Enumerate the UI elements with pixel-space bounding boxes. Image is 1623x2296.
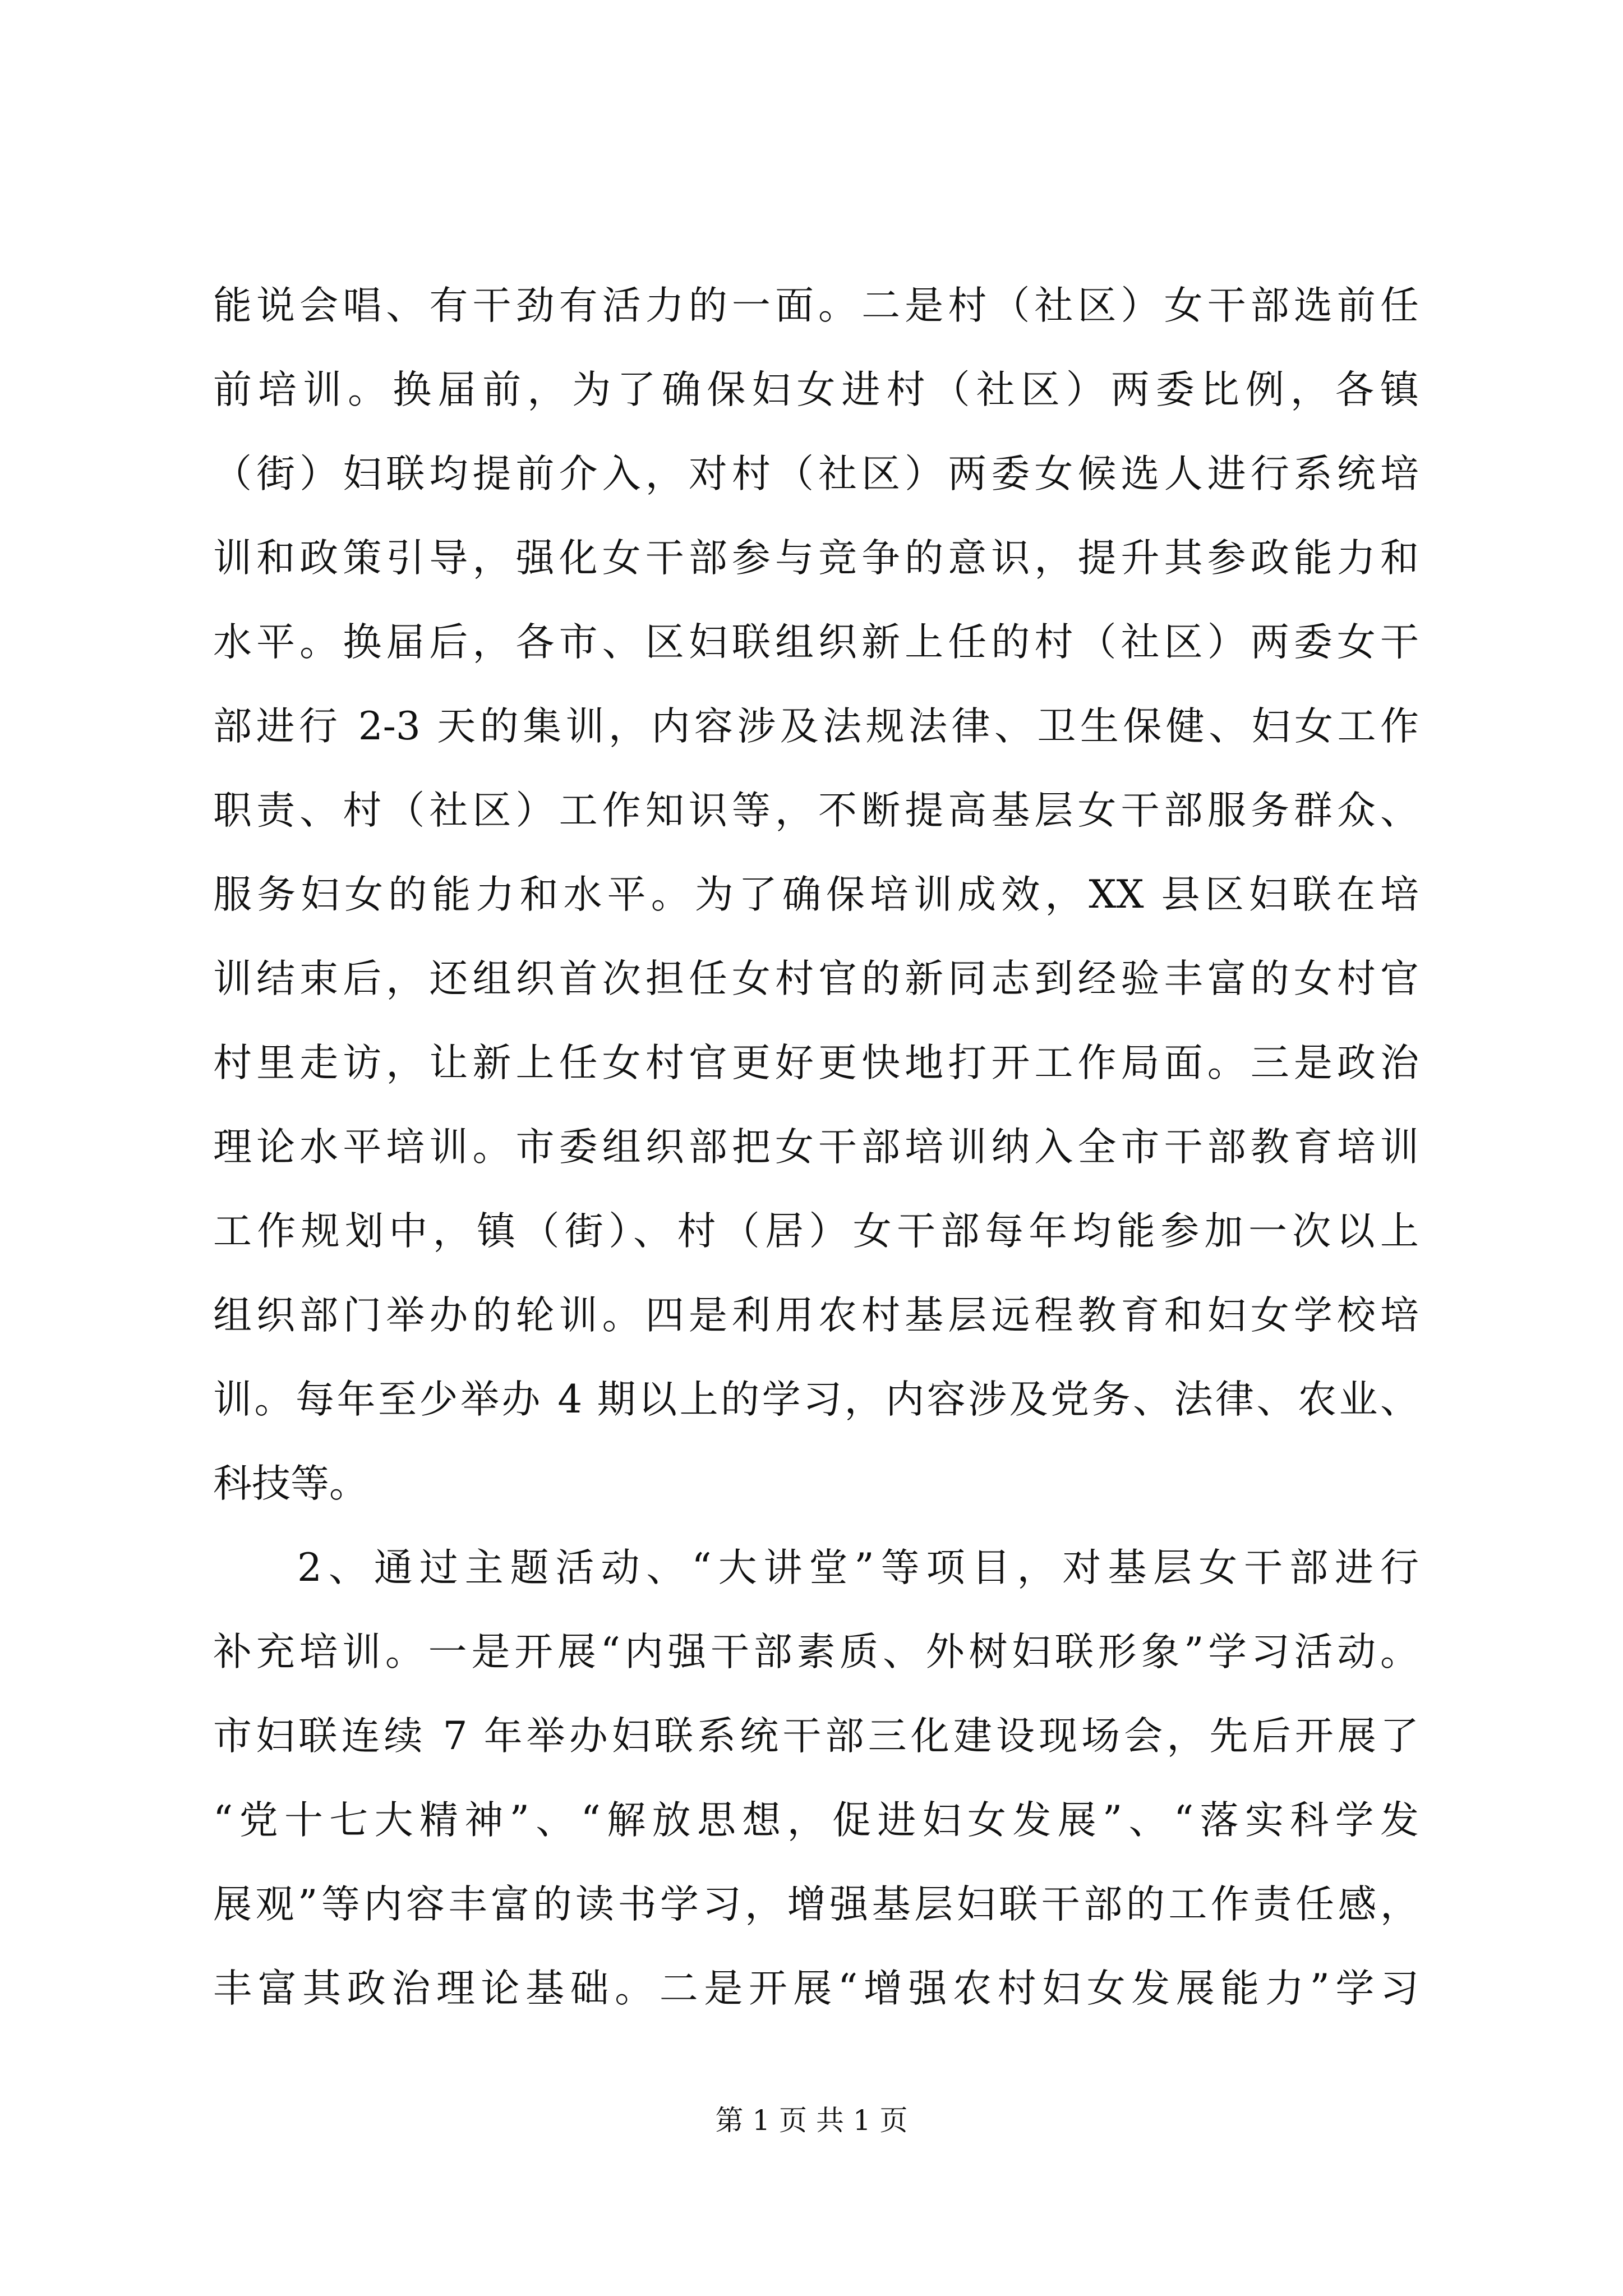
text-line: 展观”等内容丰富的读书学习，增强基层妇联干部的工作责任感， <box>213 1882 1419 1927</box>
text-line: 市妇联连续 7 年举办妇联系统干部三化建设现场会，先后开展了 <box>213 1714 1419 1759</box>
text-line: 村里走访，让新上任女村官更好更快地打开工作局面。三是政治 <box>213 1041 1419 1085</box>
page-footer <box>0 2101 1623 2140</box>
text-line: 服务妇女的能力和水平。为了确保培训成效，XX 县区妇联在培 <box>213 872 1419 917</box>
text-line: 训结束后，还组织首次担任女村官的新同志到经验丰富的女村官 <box>213 956 1419 1001</box>
text-line: 前培训。换届前，为了确保妇女进村（社区）两委比例，各镇 <box>213 367 1419 412</box>
text-line: 丰富其政治理论基础。二是开展“增强农村妇女发展能力”学习 <box>213 1966 1419 2011</box>
text-line: 理论水平培训。市委组织部把女干部培训纳入全市干部教育培训 <box>213 1125 1419 1170</box>
text-line: “党十七大精神”、“解放思想，促进妇女发展”、“落实科学发 <box>213 1798 1419 1843</box>
paragraph-1 <box>213 264 1419 1526</box>
text-line: 职责、村（社区）工作知识等，不断提高基层女干部服务群众、 <box>213 788 1419 833</box>
text-line: 能说会唱、有干劲有活力的一面。二是村（社区）女干部选前任 <box>213 283 1419 328</box>
paragraph-2 <box>213 1526 1419 2031</box>
page-number: 第 1 页 共 1 页 <box>715 2104 908 2137</box>
text-line: 工作规划中，镇（街）、村（居）女干部每年均能参加一次以上 <box>213 1209 1419 1254</box>
text-line: 科技等。 <box>213 1461 368 1506</box>
text-line: 部进行 2-3 天的集训，内容涉及法规法律、卫生保健、妇女工作 <box>213 704 1419 749</box>
text-line: 补充培训。一是开展“内强干部素质、外树妇联形象”学习活动。 <box>213 1630 1419 1674</box>
text-line: 训。每年至少举办 4 期以上的学习，内容涉及党务、法律、农业、 <box>213 1377 1419 1422</box>
text-line: 组织部门举办的轮训。四是利用农村基层远程教育和妇女学校培 <box>213 1293 1419 1338</box>
text-line: 2、通过主题活动、“大讲堂”等项目，对基层女干部进行 <box>297 1545 1419 1590</box>
text-line: 训和政策引导，强化女干部参与竞争的意识，提升其参政能力和 <box>213 536 1419 581</box>
body-text <box>213 264 1419 2031</box>
text-line: （街）妇联均提前介入，对村（社区）两委女候选人进行系统培 <box>213 452 1419 496</box>
text-line: 水平。换届后，各市、区妇联组织新上任的村（社区）两委女干 <box>213 620 1419 665</box>
